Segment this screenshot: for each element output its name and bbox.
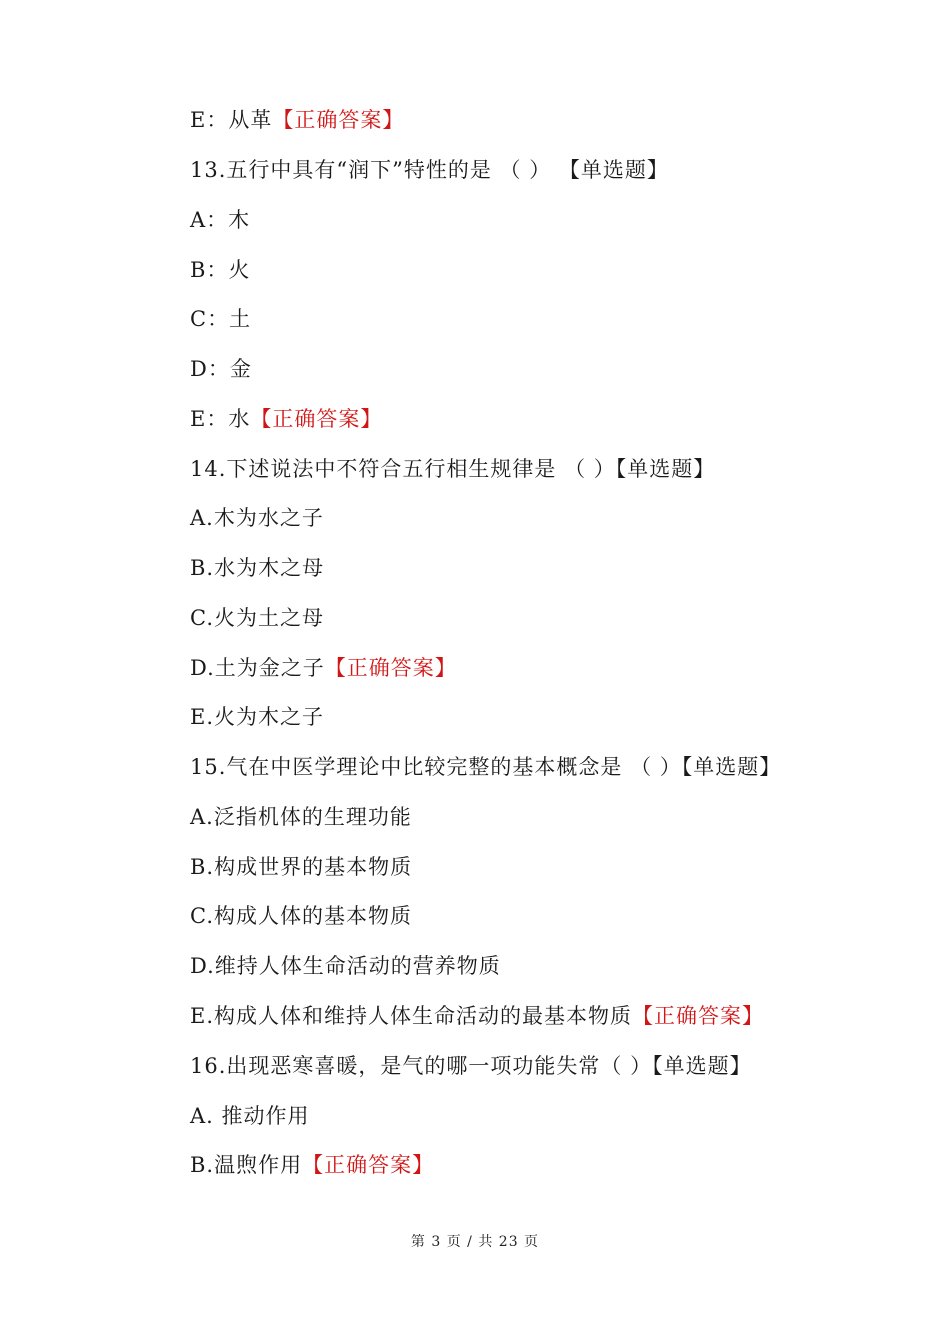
correct-answer-tag: 【正确答案】 [250, 407, 383, 431]
correct-answer-tag: 【正确答案】 [302, 1153, 435, 1177]
option-line [190, 951, 501, 981]
option-line [190, 503, 324, 533]
option-line [190, 105, 404, 135]
question-text: 13.五行中具有“润下”特性的是 （ ） 【单选题】 [190, 158, 669, 182]
question-line [190, 454, 715, 484]
option-line [190, 1150, 434, 1180]
question-text: 15.气在中医学理论中比较完整的基本概念是 （ ）【单选题】 [190, 755, 782, 779]
question-line [190, 1051, 752, 1081]
option-text: B：火 [190, 258, 251, 282]
option-text: E.火为木之子 [190, 705, 325, 729]
option-line [190, 901, 412, 931]
option-line [190, 404, 382, 434]
option-text: E：水 [190, 407, 251, 431]
correct-answer-tag: 【正确答案】 [272, 108, 405, 132]
option-text: D.维持人体生命活动的营养物质 [190, 954, 501, 978]
correct-answer-tag: 【正确答案】 [632, 1004, 765, 1028]
page-number-footer: 第 3 页 / 共 23 页 [410, 1234, 540, 1250]
option-text: D.土为金之子 [190, 656, 325, 680]
option-line [190, 304, 251, 334]
option-line [190, 702, 324, 732]
option-line [190, 205, 250, 235]
option-text: B.构成世界的基本物质 [190, 855, 413, 879]
option-line [190, 603, 324, 633]
option-text: A. 推动作用 [190, 1104, 310, 1128]
option-line [190, 653, 457, 683]
option-line [190, 255, 250, 285]
correct-answer-tag: 【正确答案】 [324, 656, 457, 680]
option-text: D：金 [190, 357, 252, 381]
option-text: C.火为土之母 [190, 606, 324, 630]
option-text: A：木 [190, 208, 251, 232]
option-text: C.构成人体的基本物质 [190, 904, 412, 928]
option-text: C：土 [190, 307, 252, 331]
option-text: A.木为水之子 [190, 506, 324, 530]
question-text: 14.下述说法中不符合五行相生规律是 （ ）【单选题】 [190, 457, 716, 481]
option-line [190, 802, 412, 832]
option-line [190, 1001, 764, 1031]
option-text: E.构成人体和维持人体生命活动的最基本物质 [190, 1004, 633, 1028]
question-text: 16.出现恶寒喜暖，是气的哪一项功能失常（ ）【单选题】 [190, 1054, 752, 1078]
option-text: B.水为木之母 [190, 556, 325, 580]
option-line [190, 852, 412, 882]
question-line [190, 752, 781, 782]
question-line [190, 155, 669, 185]
option-text: E：从革 [190, 108, 273, 132]
option-line [190, 553, 324, 583]
option-text: A.泛指机体的生理功能 [190, 805, 412, 829]
option-line [190, 354, 252, 384]
option-line [190, 1101, 310, 1131]
option-text: B.温煦作用 [190, 1153, 303, 1177]
